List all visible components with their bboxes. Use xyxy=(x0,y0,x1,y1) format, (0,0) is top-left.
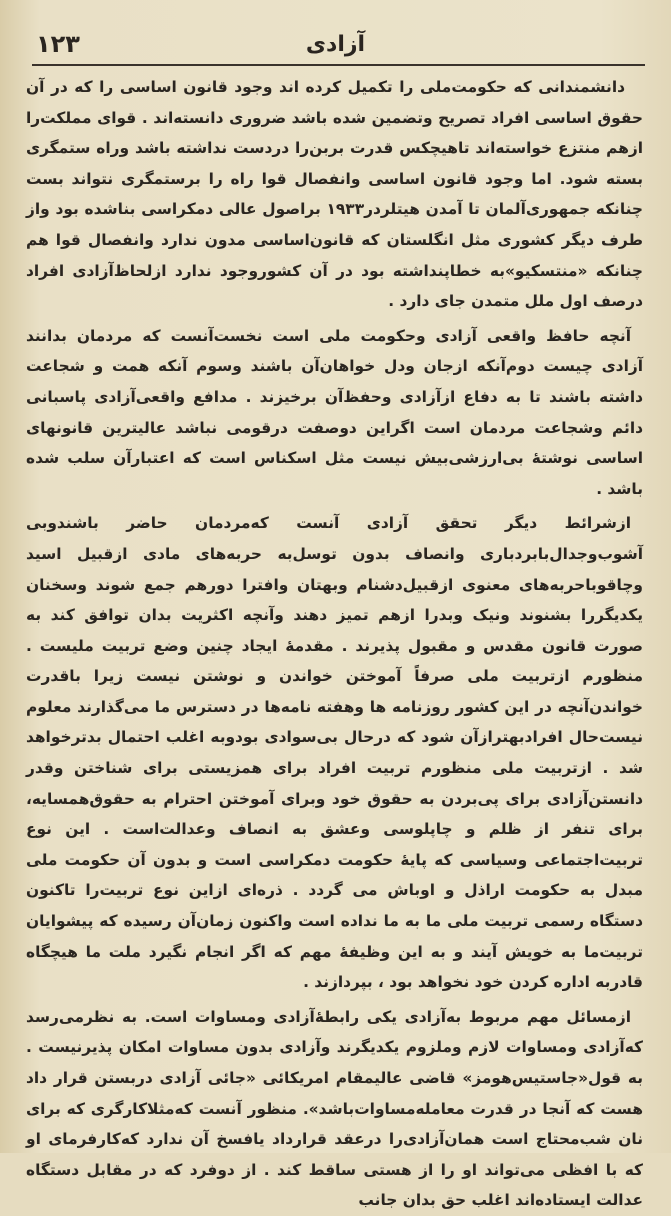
paragraph-3: ازشرائط دیگر تحقق آزادی آنست که‌مردمان حاضر باشندوبی آشوب‌وجدال‌بابردباری وانصاف بدون توسل‌به حربه‌های مادی ازقبیل اسید وچاقوباحربه‌های معنوی ازقبیل‌دشنام وبهتان وافترا دورهم جمع شوند وسخنان یکدیگررا بشنوند ونیک وبدرا ازهم تمیز دهند وآنچه اکثریت بدان توافق کند به صورت قانون مقدس و مقبول پذیرند . مقدمهٔ ایجاد چنین وضع تربیت ملیست . منظورم ازتربیت ملی صرفاً آموختن خواندن و نوشتن نیست زیرا باقدرت خواندن‌آنچه در این کشور روزنامه ها وهفته نامه‌ها در دسترس ما می‌گذارند معلوم نیست‌حال افرادبهترازآن شود که درحال بی‌سوادی بودوبه اغلب احتمال بدترخواهد شد . ازتربیت ملی منظورم تربیت افراد برای همزیستی برای شناختن وقدر دانستن‌آزادی برای پی‌بردن به حقوق خود وبرای آموختن احترام به حقوق‌همسایه، برای تنفر از ظلم و چاپلوسی وعشق به انصاف وعدالت‌است . این نوع تربیت‌اجتماعی وسیاسی که پایهٔ حکومت دمکراسی است و بدون آن حکومت ملی مبدل به حکومت اراذل و اوباش می گردد . ذره‌ای ازاین نوع تربیت‌را تاکنون دستگاه رسمی تربیت ملی ما به ما نداده است واکنون زمان‌آن رسیده که پیشوایان تربیت‌ما به خویش آیند و به این وظیفهٔ مهم که اگر انجام نگیرد ملت ما هیچگاه قادربه اداره کردن خود نخواهد بود ، بپردازند . xyxy=(26,514,643,992)
body-text xyxy=(26,72,643,1210)
paragraph-4: ازمسائل مهم مربوط به‌آزادی یکی رابطهٔ‌آزادی ومساوات است. به نظرمی‌رسد که‌آزادی ومساوات لازم وملزوم یکدیگرند وآزادی بدون مساوات امکان پذیرنیست . به قول«جاستیس‌هومز» قاضی عالیمقام امریکائی «جائی آزادی دربستن قرار داد هست که آنجا در قدرت معامله‌مساوات‌باشد». منظور آنست که‌مثلاکارگری که برای نان شب‌محتاج است همان‌آزادی‌را درعقد قرارداد یافسخ آن ندارد که‌کارفرمای او که با افظی می‌تواند او را از هستی ساقط کند . از دوفرد که در مقابل دستگاه عدالت ایستاده‌اند اغلب حق بدان جانب xyxy=(26,1007,643,1210)
page-number: ۱۲۳ xyxy=(36,30,80,58)
running-title: آزادی xyxy=(305,32,366,57)
paragraph-2: آنچه حافظ واقعی آزادی وحکومت ملی است نخست‌آنست که مردمان بدانند آزادی چیست دوم‌آنکه ازجان ودل خواهان‌آن باشند وسوم آنکه همت و شجاعت داشته باشند تا به دفاع ازآزادی وحفظ‌آن برخیزند . مدافع واقعی‌آزادی پاسبانی دائم وشجاعت مردمان است اگراین دوصفت درقومی نباشد عالیترین قانونهای اساسی نوشتهٔ بی‌ارزشی‌بیش نیست مثل اسکناس است که اعتبارآن سلب شده باشد . xyxy=(26,326,643,498)
page-header xyxy=(30,26,641,66)
paragraph-1: دانشمندانی که حکومت‌ملی را تکمیل کرده اند وجود قانون اساسی را که در آن حقوق اساسی افراد تصریح وتضمین شده باشد ضروری دانسته‌اند . قوای مملکت‌را ازهم منتزع خواسته‌اند تاهیچکس قدرت بربن‌را دردست نداشته باشد وراه ستمگری بسته شود. اما وجود قانون اساسی وانفصال قوا راه را برستمگری نتواند بست چنانکه جمهوری‌آلمان تا آمدن هیتلردر۱۹۳۳ براصول عالی دمکراسی بناشده بود واز طرف دیگر کشوری مثل انگلستان که قانون‌اساسی مدون ندارد وانفصال قوا هم چنانکه «منتسکیو»به خطاپنداشته بود در آن کشوروجود ندارد ازلحاظ‌آزادی افراد درصف اول ملل متمدن جای دارد . xyxy=(26,78,643,311)
header-rule xyxy=(32,64,645,66)
